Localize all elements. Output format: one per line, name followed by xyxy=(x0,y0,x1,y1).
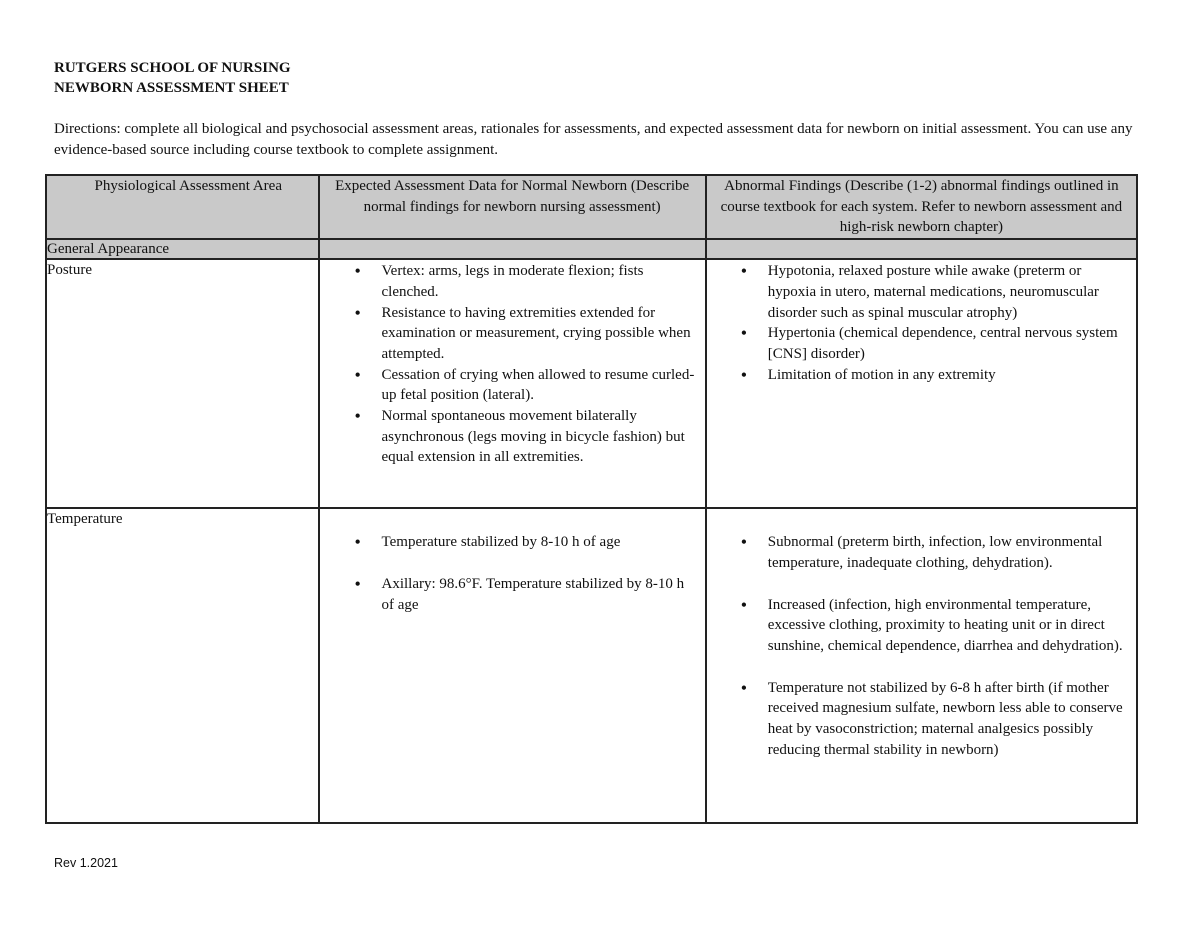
column-header-abnormal: Abnormal Findings (Describe (1-2) abnormal findings outlined in course textbook for each system. Refer to newborn assessment and high-risk newborn chapter) xyxy=(706,175,1137,239)
section-label: General Appearance xyxy=(46,239,319,259)
abnormal-findings-list xyxy=(707,261,1136,385)
area-cell: Temperature xyxy=(46,508,319,823)
list-item: • Hypotonia, relaxed posture while awake (preterm or hypoxia in utero, maternal medications, neuromuscular disorder such as spinal muscular atrophy) xyxy=(707,261,1136,323)
school-name: RUTGERS SCHOOL OF NURSING xyxy=(54,60,291,76)
list-item: • Temperature not stabilized by 6-8 h after birth (if mother received magnesium sulfate, newborn less able to conserve heat by vasoconstriction; maternal analgesics possibly reducing thermal stability in newborn) xyxy=(707,678,1136,761)
section-row xyxy=(46,239,1137,259)
column-header-normal: Expected Assessment Data for Normal Newborn (Describe normal findings for newborn nursing assessment) xyxy=(319,175,706,239)
list-item: • Temperature stabilized by 8-10 h of age xyxy=(320,532,705,553)
assessment-table xyxy=(45,174,1138,824)
abnormal-findings-cell xyxy=(706,508,1137,823)
list-item: • Axillary: 98.6°F. Temperature stabilized by 8-10 h of age xyxy=(320,574,705,615)
list-item: • Vertex: arms, legs in moderate flexion; fists clenched. xyxy=(320,261,705,302)
table-row-posture xyxy=(46,259,1137,508)
normal-findings-list xyxy=(320,532,705,615)
list-item: • Resistance to having extremities extended for examination or measurement, crying possible when attempted. xyxy=(320,303,705,365)
directions-text: Directions: complete all biological and psychosocial assessment areas, rationales for assessments, and expected assessment data for newborn on initial assessment. You can use any evidence-based source including course textbook to complete assignment. xyxy=(54,121,1133,158)
abnormal-findings-cell xyxy=(706,259,1137,508)
column-header-area: Physiological Assessment Area xyxy=(46,175,319,239)
list-item: • Normal spontaneous movement bilaterally asynchronous (legs moving in bicycle fashion) but equal extension in all extremities. xyxy=(320,406,705,468)
list-item: • Increased (infection, high environmental temperature, excessive clothing, proximity to heating unit or in direct sunshine, chemical dependence, diarrhea and dehydration). xyxy=(707,595,1136,657)
list-item: • Subnormal (preterm birth, infection, low environmental temperature, inadequate clothing, dehydration). xyxy=(707,532,1136,573)
revision-footer: Rev 1.2021 xyxy=(54,856,118,870)
list-item: • Limitation of motion in any extremity xyxy=(707,365,1136,386)
table-header-row xyxy=(46,175,1137,239)
area-cell: Posture xyxy=(46,259,319,508)
list-item: • Cessation of crying when allowed to resume curled-up fetal position (lateral). xyxy=(320,365,705,406)
document-header xyxy=(54,58,291,98)
normal-findings-list xyxy=(320,261,705,468)
normal-findings-cell xyxy=(319,508,706,823)
table-row-temperature xyxy=(46,508,1137,823)
sheet-title: NEWBORN ASSESSMENT SHEET xyxy=(54,80,289,96)
list-item: • Hypertonia (chemical dependence, central nervous system [CNS] disorder) xyxy=(707,323,1136,364)
abnormal-findings-list xyxy=(707,532,1136,760)
normal-findings-cell xyxy=(319,259,706,508)
